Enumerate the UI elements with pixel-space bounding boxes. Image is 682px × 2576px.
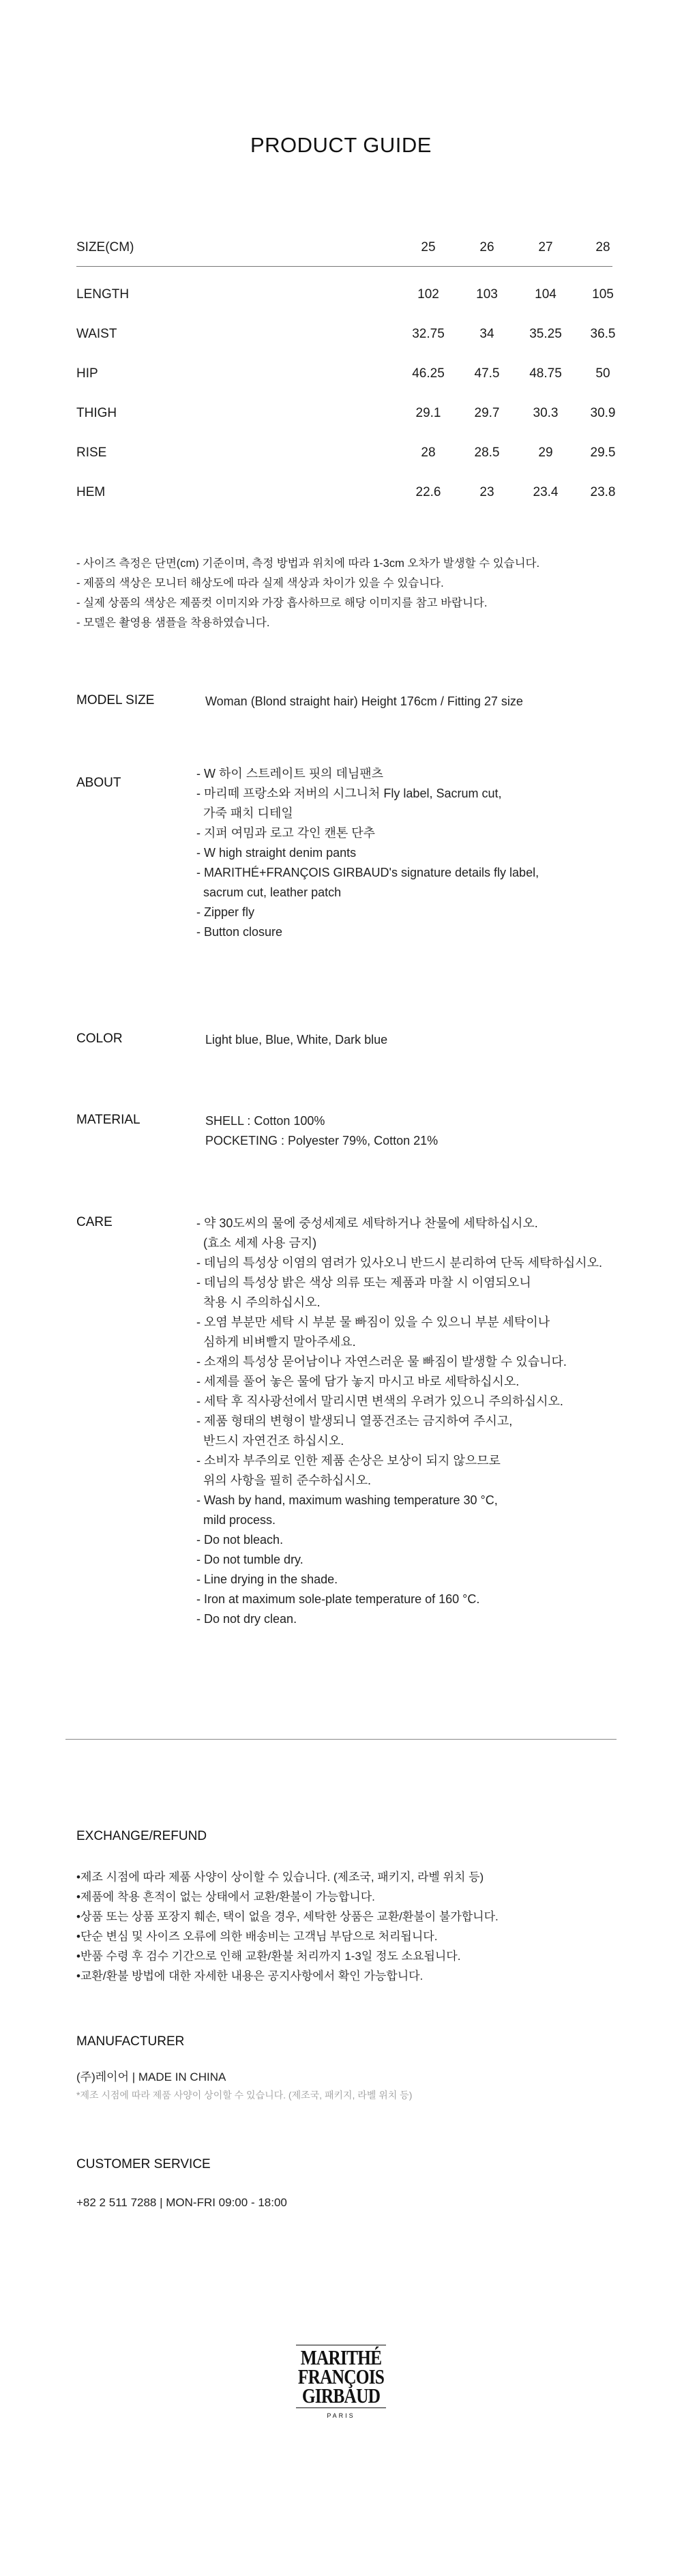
care-line: - Line drying in the shade.	[196, 1572, 338, 1586]
logo-line: MARITHÉ	[300, 2345, 382, 2369]
brand-logo	[259, 2345, 423, 2419]
table-cell: 23	[479, 485, 494, 499]
about-label: ABOUT	[76, 776, 121, 790]
care-line: - Wash by hand, maximum washing temperature 30 °C,	[196, 1493, 498, 1507]
customer-service-title: CUSTOMER SERVICE	[76, 2157, 211, 2171]
table-cell: 23.8	[590, 485, 616, 499]
manufacturer-title: MANUFACTURER	[76, 2034, 185, 2049]
about-line: - W 하이 스트레이트 핏의 데님팬츠	[196, 767, 384, 780]
care-line: 착용 시 주의하십시오.	[196, 1296, 321, 1309]
size-notes	[76, 554, 539, 633]
material-label: MATERIAL	[76, 1113, 140, 1127]
care-line: - 약 30도씨의 물에 중성세제로 세탁하거나 찬물에 세탁하십시오.	[196, 1216, 538, 1230]
color-label: COLOR	[76, 1031, 123, 1046]
table-cell: 102	[417, 287, 439, 302]
logo-line: GIRBAUD	[301, 2384, 381, 2407]
table-cell: 34	[479, 327, 494, 341]
table-cell: 28.5	[474, 445, 500, 460]
care-line: - 소비자 부주의로 인한 제품 손상은 보상이 되지 않으므로	[196, 1454, 501, 1467]
exchange-line: •상품 또는 상품 포장지 훼손, 택이 없을 경우, 세탁한 상품은 교환/환불이 불가합니다.	[76, 1910, 499, 1923]
row-label: THIGH	[76, 406, 117, 420]
care-line: - 세탁 후 직사광선에서 말리시면 변색의 우려가 있으니 주의하십시오.	[196, 1394, 563, 1408]
logo-sub: PARIS	[327, 2412, 355, 2419]
row-label: HIP	[76, 366, 98, 381]
manufacturer-note: *제조 시점에 따라 제품 사양이 상이할 수 있습니다. (제조국, 패키지, 라벨 위치 등)	[76, 2090, 413, 2101]
size-col-27: 27	[538, 240, 553, 254]
about-line: - 지퍼 여밈과 로고 각인 캔톤 단추	[196, 826, 376, 840]
table-cell: 35.25	[529, 327, 562, 341]
note-line: - 제품의 색상은 모니터 해상도에 따라 실제 색상과 차이가 있을 수 있습니다.	[76, 577, 444, 589]
table-cell: 22.6	[415, 485, 441, 499]
table-row	[76, 282, 612, 321]
about-text	[196, 764, 539, 942]
table-cell: 23.4	[533, 485, 559, 499]
note-line: - 모델은 촬영용 샘플을 착용하였습니다.	[76, 617, 270, 629]
note-line: - 사이즈 측정은 단면(cm) 기준이며, 측정 방법과 위치에 따라 1-3cm 오차가 발생할 수 있습니다.	[76, 557, 540, 570]
table-cell: 29.7	[474, 406, 500, 420]
size-table	[76, 232, 616, 519]
row-label: RISE	[76, 445, 107, 460]
about-line: - W high straight denim pants	[196, 846, 357, 860]
table-cell: 104	[535, 287, 557, 302]
exchange-text	[76, 1867, 499, 1986]
model-size-text	[205, 692, 523, 712]
manufacturer-text	[76, 2067, 226, 2087]
material-line: SHELL : Cotton 100%	[205, 1114, 325, 1128]
note-line: - 실제 상품의 색상은 제품컷 이미지와 가장 흡사하므로 해당 이미지를 참고 바랍니다.	[76, 597, 488, 609]
table-cell: 32.75	[412, 327, 445, 341]
care-label: CARE	[76, 1215, 113, 1229]
table-cell: 29.1	[415, 406, 441, 420]
table-cell: 30.9	[590, 406, 616, 420]
care-line: - 제품 형태의 변형이 발생되니 열풍건조는 금지하여 주시고,	[196, 1414, 513, 1428]
size-col-26: 26	[479, 240, 494, 254]
model-size-label: MODEL SIZE	[76, 693, 155, 707]
color-value: Light blue, Blue, White, Dark blue	[205, 1033, 388, 1046]
care-line: - Iron at maximum sole-plate temperature of 160 °C.	[196, 1592, 480, 1606]
manufacturer-value: (주)레이어 | MADE IN CHINA	[76, 2070, 226, 2083]
about-line: - Zipper fly	[196, 905, 255, 919]
table-cell: 30.3	[533, 406, 559, 420]
table-row	[76, 400, 616, 440]
table-row	[76, 480, 616, 519]
exchange-line: •교환/환불 방법에 대한 자세한 내용은 공지사항에서 확인 가능합니다.	[76, 1970, 424, 1982]
page-title: PRODUCT GUIDE	[250, 133, 432, 157]
care-line: - 데님의 특성상 이염의 염려가 있사오니 반드시 분리하여 단독 세탁하십시오.	[196, 1256, 603, 1270]
care-line: - 세제를 풀어 놓은 물에 담가 놓지 마시고 바로 세탁하십시오.	[196, 1375, 520, 1388]
care-line: mild process.	[196, 1513, 276, 1527]
care-line: 반드시 자연건조 하십시오.	[196, 1434, 344, 1448]
logo-bottom-rule	[296, 2407, 386, 2408]
table-cell: 105	[592, 287, 614, 302]
model-size-value: Woman (Blond straight hair) Height 176cm / Fitting 27 size	[205, 694, 523, 708]
table-row	[76, 361, 612, 400]
exchange-title: EXCHANGE/REFUND	[76, 1829, 207, 1843]
material-line: POCKETING : Polyester 79%, Cotton 21%	[205, 1134, 439, 1147]
table-cell: 29.5	[590, 445, 616, 460]
row-label: LENGTH	[76, 287, 130, 302]
about-line: - MARITHÉ+FRANÇOIS GIRBAUD's signature details fly label,	[196, 866, 539, 879]
row-label: WAIST	[76, 327, 117, 341]
material-text	[205, 1111, 438, 1151]
care-line: - Do not dry clean.	[196, 1612, 297, 1626]
about-line: - Button closure	[196, 925, 283, 939]
table-row	[76, 440, 616, 480]
about-line: 가죽 패치 디테일	[196, 806, 293, 820]
about-line: sacrum cut, leather patch	[196, 886, 342, 899]
care-line: 심하게 비벼빨지 말아주세요.	[196, 1335, 356, 1349]
care-line: - 소재의 특성상 묻어남이나 자연스러운 물 빠짐이 발생할 수 있습니다.	[196, 1355, 567, 1368]
table-cell: 103	[476, 287, 498, 302]
table-cell: 46.25	[412, 366, 445, 381]
size-table-body	[76, 267, 616, 519]
care-text	[196, 1214, 602, 1629]
table-cell: 47.5	[474, 366, 500, 381]
exchange-line: •단순 변심 및 사이즈 오류에 의한 배송비는 고객님 부담으로 처리됩니다.	[76, 1930, 438, 1943]
row-label: HEM	[76, 485, 106, 499]
size-header-label: SIZE(CM)	[76, 240, 134, 254]
care-line: - 데님의 특성상 밝은 색상 의류 또는 제품과 마찰 시 이염되오니	[196, 1276, 531, 1289]
about-line: - 마리떼 프랑소와 저버의 시그니처 Fly label, Sacrum cut,	[196, 787, 502, 800]
care-line: 위의 사항을 필히 준수하십시오.	[196, 1474, 372, 1487]
size-col-28: 28	[595, 240, 610, 254]
exchange-line: •제조 시점에 따라 제품 사양이 상이할 수 있습니다. (제조국, 패키지, 라벨 위치 등)	[76, 1871, 484, 1884]
size-col-25: 25	[421, 240, 436, 254]
table-cell: 50	[595, 366, 610, 381]
size-table-header	[76, 232, 612, 267]
color-text	[205, 1030, 387, 1050]
customer-service-value: +82 2 511 7288 | MON-FRI 09:00 - 18:00	[76, 2196, 287, 2209]
care-line: - 오염 부분만 세탁 시 부분 물 빠짐이 있을 수 있으니 부분 세탁이나	[196, 1315, 550, 1329]
exchange-line: •반품 수령 후 검수 기간으로 인해 교환/환불 처리까지 1-3일 정도 소요됩니다.	[76, 1950, 461, 1963]
table-row	[76, 321, 616, 361]
table-cell: 28	[421, 445, 436, 460]
care-line: - Do not tumble dry.	[196, 1553, 303, 1566]
table-cell: 48.75	[529, 366, 562, 381]
exchange-line: •제품에 착용 흔적이 없는 상태에서 교환/환불이 가능합니다.	[76, 1890, 375, 1903]
care-line: - Do not bleach.	[196, 1533, 284, 1547]
table-cell: 36.5	[590, 327, 616, 341]
section-divider	[65, 1739, 617, 1740]
logo-line: FRANÇOIS	[297, 2365, 385, 2388]
table-cell: 29	[538, 445, 553, 460]
customer-service-text	[76, 2193, 287, 2212]
care-line: (효소 세제 사용 금지)	[196, 1236, 317, 1250]
